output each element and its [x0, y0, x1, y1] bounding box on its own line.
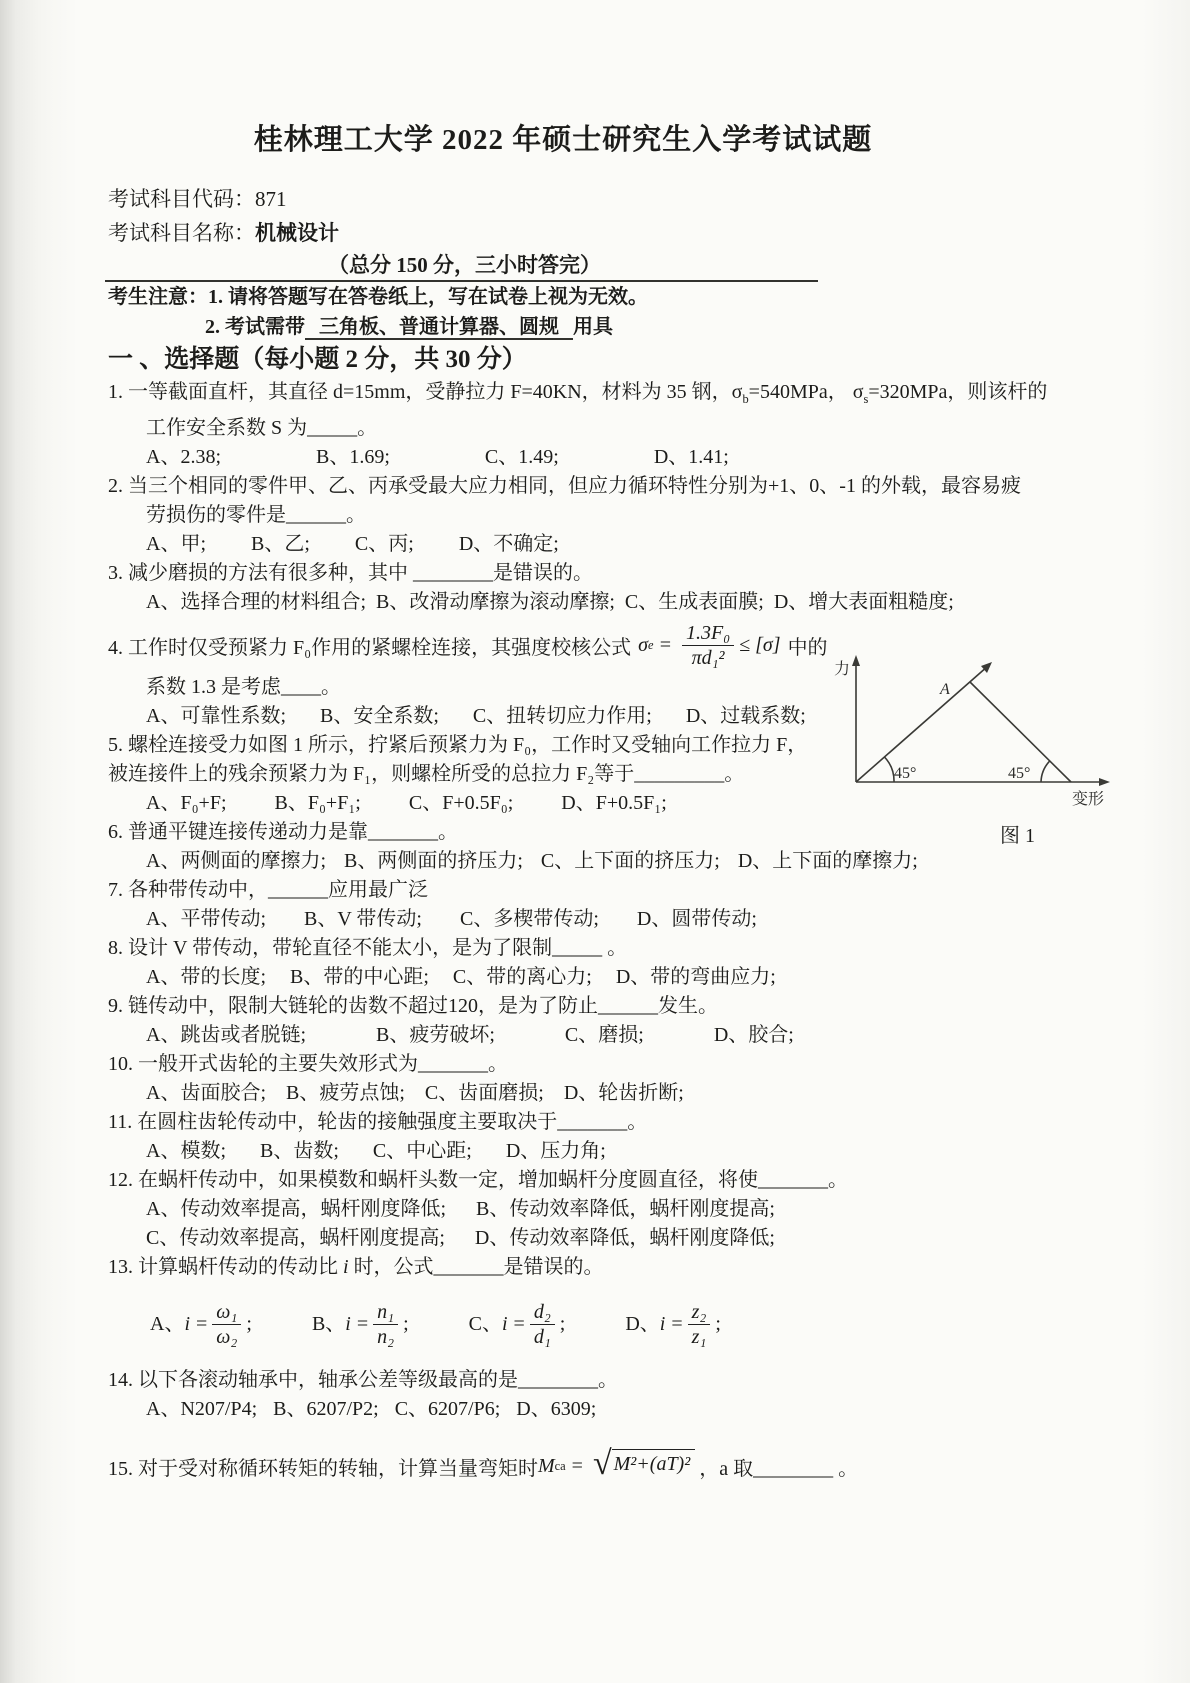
section-title: 一 、选择题（每小题 2 分，共 30 分）	[108, 346, 527, 373]
option-d: D、上下面的摩擦力;	[737, 850, 918, 872]
option-b: B、F₀+F₁;	[274, 792, 361, 814]
question-9	[108, 992, 1018, 1050]
option-c: C、齿面磨损;	[424, 1082, 544, 1104]
question-15-text: 15. 对于受对称循环转矩的转轴，计算当量弯矩时	[108, 1457, 538, 1480]
question-8-line-1: 8. 设计 V 带传动，带轮直径不能太小，是为了限制_____ 。	[108, 937, 628, 959]
option-d	[625, 1300, 721, 1349]
fraction-numerator: d₂	[530, 1300, 555, 1325]
figure-1-caption: 图 1	[1000, 825, 1035, 847]
question-10-line-1: 10. 一般开式齿轮的主要失效形式为_______。	[108, 1053, 508, 1075]
option-c: C、上下面的挤压力;	[540, 850, 720, 872]
question-13-line-1	[108, 1253, 1018, 1282]
question-2-line-1: 2. 当三个相同的零件甲、乙、丙承受最大应力相同，但应力循环特性分别为+1、0、-1 的外载，最容易疲	[108, 475, 1021, 497]
question-10	[108, 1050, 1018, 1108]
score-note: （总分 150 分，三小时答完）	[328, 253, 601, 277]
question-12-options-row-1	[108, 1195, 1018, 1224]
question-2-options	[108, 530, 1018, 559]
stress-check-formula	[638, 621, 780, 670]
option-c: C、1.49;	[484, 446, 559, 468]
fraction-denominator: n₂	[377, 1325, 395, 1348]
option-a: A、平带传动;	[146, 908, 266, 930]
question-9-options	[108, 1021, 1018, 1050]
ratio-fraction	[212, 1300, 241, 1349]
question-10-options	[108, 1079, 1018, 1108]
notice-label: 考生注意：	[108, 286, 208, 308]
equals-sign: =	[356, 1312, 369, 1335]
option-a: A、传动效率提高，蜗杆刚度降低;	[146, 1198, 446, 1220]
sigma-e-subscript: e	[647, 637, 654, 652]
option-a: A、带的长度;	[146, 966, 266, 988]
equals-sign: =	[513, 1312, 525, 1335]
fraction-numerator: z₂	[688, 1300, 711, 1325]
option-b: B、安全系数;	[320, 705, 439, 727]
question-15-text: ，a 取________ 。	[699, 1457, 859, 1480]
question-13-text: 13. 计算蜗杆传动的传动比	[108, 1256, 343, 1278]
option-c: C、丙;	[354, 533, 414, 555]
ratio-fraction	[530, 1300, 555, 1349]
x-axis-arrow	[1099, 778, 1110, 786]
sigma-b-subscript: b	[742, 392, 749, 406]
equals-sign: =	[571, 1454, 583, 1477]
option-letter: C、	[468, 1312, 502, 1335]
option-a: A、N207/P4;	[146, 1398, 258, 1420]
fraction-denominator: d₁	[533, 1325, 551, 1348]
equivalent-moment-formula	[592, 1445, 695, 1483]
option-a: A、F₀+F;	[146, 792, 227, 814]
question-13-options	[108, 1282, 1018, 1366]
fraction-denominator: ω₂	[216, 1325, 238, 1348]
option-b: B、1.69;	[316, 446, 390, 468]
option-a: A、选择合理的材料组合;	[146, 591, 366, 613]
option-letter: A、	[150, 1312, 185, 1335]
fraction-denominator: πd₁²	[691, 646, 725, 669]
question-3-options	[108, 588, 1018, 617]
ratio-i-symbol: i	[343, 1256, 349, 1278]
allowable-stress-term: ≤ [σ]	[739, 633, 781, 656]
option-letter: D、	[625, 1312, 660, 1335]
question-3	[108, 559, 1018, 617]
option-b	[312, 1300, 409, 1349]
ratio-fraction	[373, 1300, 398, 1349]
option-d: D、增大表面粗糙度;	[773, 591, 954, 613]
option-b: B、带的中心距;	[290, 966, 429, 988]
question-1-text: =320MPa，则该杆的	[868, 381, 1048, 403]
option-b: B、传动效率降低，蜗杆刚度提高;	[476, 1198, 775, 1220]
option-c: C、生成表面膜;	[624, 591, 764, 613]
notice-text-1: 1. 请将答题写在答卷纸上，写在试卷上视为无效。	[208, 286, 648, 308]
question-2	[108, 472, 1021, 559]
option-separator: ;	[403, 1312, 409, 1335]
question-7-line-1: 7. 各种带传动中，______应用最广泛	[108, 879, 428, 901]
option-a: A、模数;	[146, 1140, 226, 1162]
option-separator: ;	[246, 1312, 252, 1335]
option-a: A、两侧面的摩擦力;	[146, 850, 326, 872]
notice-text-2-prefix: 2. 考试需带	[205, 316, 305, 338]
option-b: B、乙;	[251, 533, 310, 555]
question-1-line-1	[108, 378, 1048, 414]
subject-code-label: 考试科目代码：	[108, 187, 255, 211]
required-tools-underlined: 三角板、普通计算器、圆规	[305, 316, 573, 340]
question-8-options	[108, 963, 1018, 992]
question-6-line-1: 6. 普通平键连接传递动力是靠_______。	[108, 821, 458, 843]
question-4-line-2: 系数 1.3 是考虑____。	[146, 676, 341, 698]
fraction-numerator: 1.3F₀	[682, 621, 734, 646]
option-c: C、磨损;	[564, 1024, 644, 1046]
left-angle-arc	[885, 757, 895, 782]
ratio-i-symbol: i	[659, 1312, 666, 1335]
question-4-text: 中的	[787, 636, 828, 659]
subject-name-value: 机械设计	[255, 221, 339, 245]
option-b: B、疲劳破坏;	[376, 1024, 495, 1046]
question-15	[108, 1442, 1018, 1490]
option-d: D、轮齿折断;	[563, 1082, 684, 1104]
equals-sign: =	[671, 1312, 683, 1335]
notice-line-2	[108, 312, 1018, 342]
question-2-line-2: 劳损伤的零件是______。	[146, 504, 366, 526]
option-c: C、扭转切应力作用;	[472, 705, 652, 727]
radical-sign: √	[592, 1445, 612, 1482]
right-angle-label: 45°	[1008, 765, 1031, 782]
option-b: B、V 带传动;	[304, 908, 422, 930]
ratio-i-symbol: i	[345, 1312, 351, 1335]
option-c	[469, 1300, 566, 1349]
option-b: B、疲劳点蚀;	[286, 1082, 405, 1104]
option-d: D、不确定;	[458, 533, 559, 555]
option-a: A、跳齿或者脱链;	[146, 1024, 306, 1046]
subject-code-line	[108, 182, 1018, 216]
question-1-line-2: 工作安全系数 S 为_____。	[146, 417, 378, 439]
sigma-s-subscript: s	[863, 392, 869, 406]
subject-name-label: 考试科目名称：	[108, 221, 255, 245]
question-3-line-1: 3. 减少磨损的方法有很多种，其中 ________是错误的。	[108, 562, 593, 584]
option-b: B、两侧面的挤压力;	[344, 850, 523, 872]
moment-subscript: ca	[554, 1458, 566, 1473]
fraction-denominator: z₁	[691, 1325, 707, 1348]
radicand: M²+(aT)²	[612, 1449, 696, 1476]
option-d: D、过载系数;	[685, 705, 806, 727]
question-14-line-1: 14. 以下各滚动轴承中，轴承公差等级最高的是________。	[108, 1369, 618, 1391]
option-a: A、可靠性系数;	[146, 705, 286, 727]
option-b: B、齿数;	[260, 1140, 339, 1162]
option-b: B、改滑动摩擦为滚动摩擦;	[376, 591, 615, 613]
question-12-line-1: 12. 在蜗杆传动中，如果模数和蜗杆头数一定，增加蜗杆分度圆直径，将使_______。	[108, 1169, 848, 1191]
question-4-text: 4. 工作时仅受预紧力 F₀作用的紧螺栓连接，其强度校核公式	[108, 636, 632, 659]
option-c: C、F+0.5F₀;	[408, 792, 514, 814]
option-a: A、齿面胶合;	[146, 1082, 266, 1104]
sigma-symbol: σ	[638, 633, 648, 656]
subject-code-value: 871	[255, 187, 287, 211]
question-6-options	[108, 847, 1018, 876]
question-7	[108, 876, 1018, 934]
question-9-line-1: 9. 链传动中，限制大链轮的齿数不超过120，是为了防止______发生。	[108, 995, 718, 1017]
option-c: C、带的离心力;	[452, 966, 592, 988]
question-13	[108, 1253, 1018, 1366]
option-a: A、2.38;	[146, 446, 221, 468]
option-a	[150, 1300, 252, 1349]
x-axis-label: 变形	[1072, 791, 1105, 808]
y-axis-label: 力	[834, 661, 851, 678]
option-d: D、胶合;	[713, 1024, 794, 1046]
option-c: C、多楔带传动;	[459, 908, 599, 930]
figure-1	[828, 650, 1148, 848]
equals-sign: =	[658, 633, 672, 656]
y-axis-arrow	[852, 655, 860, 666]
question-14-options	[108, 1395, 1018, 1424]
point-a-label: A	[940, 681, 950, 698]
option-c: C、中心距;	[372, 1140, 472, 1162]
option-b: B、6207/P2;	[273, 1398, 379, 1420]
option-d: D、带的弯曲应力;	[615, 966, 776, 988]
subject-name-line	[108, 216, 1018, 250]
question-1-text: =540MPa， σ	[748, 381, 864, 403]
question-11-options	[108, 1137, 1018, 1166]
ratio-i-symbol: i	[184, 1312, 191, 1335]
notice-text-2-suffix: 用具	[573, 316, 613, 338]
question-1-text: 1. 一等截面直杆，其直径 d=15mm，受静拉力 F=40KN，材料为 35 钢，σ	[108, 381, 743, 403]
moment-symbol: M	[538, 1454, 555, 1477]
question-12	[108, 1166, 1018, 1253]
option-c: C、6207/P6;	[394, 1398, 501, 1420]
question-1	[108, 378, 1048, 472]
option-d: D、压力角;	[505, 1140, 606, 1162]
question-5-line-2: 被连接件上的残余预紧力为 F₁，则螺栓所受的总拉力 F₂等于_________。	[108, 763, 745, 785]
ratio-i-symbol: i	[501, 1312, 508, 1335]
notice-line-1	[108, 282, 1018, 312]
option-separator: ;	[715, 1312, 721, 1335]
force-deformation-diagram	[828, 650, 1148, 808]
question-1-options	[108, 443, 1018, 472]
formula-fraction	[682, 621, 734, 670]
ratio-fraction	[688, 1300, 711, 1349]
option-d: D、6309;	[516, 1398, 597, 1420]
equals-sign: =	[196, 1312, 208, 1335]
question-8	[108, 934, 1018, 992]
question-12-options-row-2	[108, 1224, 1018, 1253]
option-d: D、传动效率降低，蜗杆刚度降低;	[474, 1227, 775, 1249]
question-13-text: 时，公式_______是错误的。	[348, 1256, 604, 1278]
exam-title: 桂林理工大学 2022 年硕士研究生入学考试试题	[253, 124, 873, 156]
fraction-numerator: ω₁	[212, 1300, 241, 1325]
left-angle-label: 45°	[894, 765, 917, 782]
question-11-line-1: 11. 在圆柱齿轮传动中，轮齿的接触强度主要取决于_______。	[108, 1111, 648, 1133]
question-7-options	[108, 905, 1018, 934]
question-11	[108, 1108, 1018, 1166]
option-a: A、甲;	[146, 533, 206, 555]
option-d: D、1.41;	[653, 446, 729, 468]
fraction-numerator: n₁	[373, 1300, 398, 1325]
option-d: D、圆带传动;	[636, 908, 757, 930]
option-separator: ;	[559, 1312, 566, 1335]
right-angle-arc	[1041, 761, 1050, 782]
option-c: C、传动效率提高，蜗杆刚度提高;	[146, 1227, 445, 1249]
option-letter: B、	[311, 1312, 346, 1335]
question-14	[108, 1366, 1018, 1424]
bolt-stiffness-line	[856, 666, 988, 782]
question-5-line-1: 5. 螺栓连接受力如图 1 所示，拧紧后预紧力为 F₀，工作时又受轴向工作拉力 F，	[108, 734, 808, 756]
option-d: D、F+0.5F₁;	[561, 792, 667, 814]
